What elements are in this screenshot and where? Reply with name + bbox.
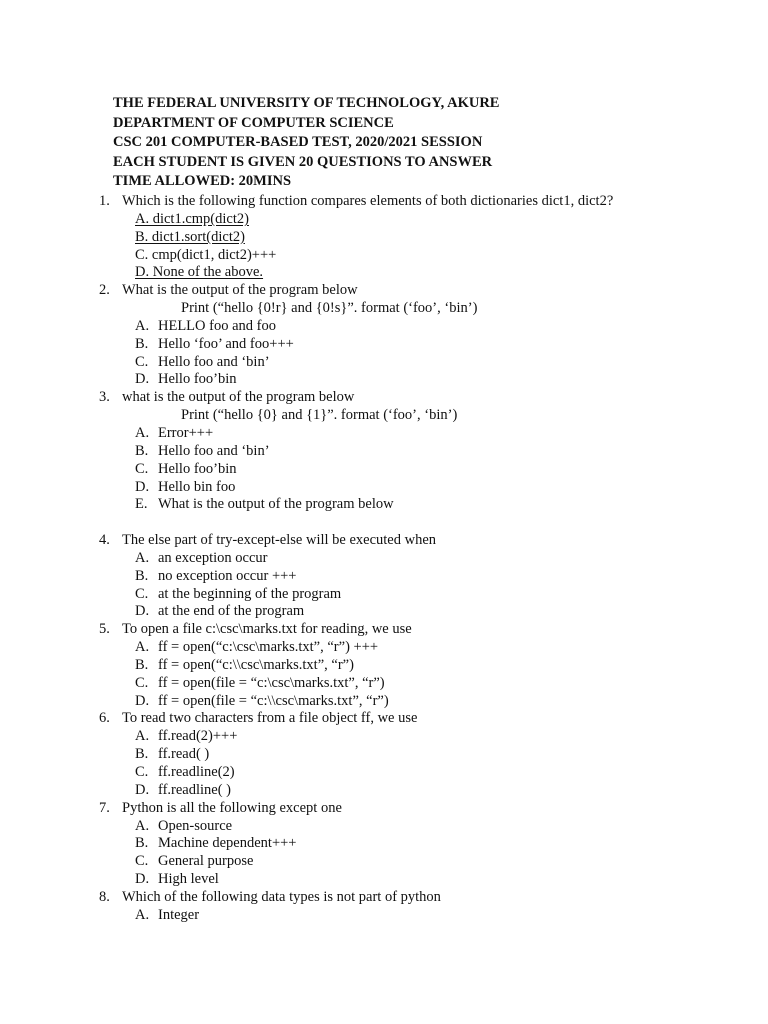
- question-text: what is the output of the program below: [122, 389, 355, 406]
- question-text: The else part of try-except-else will be executed when: [122, 532, 437, 549]
- question-2-option-a: [0, 318, 768, 336]
- question-number: 2.: [99, 282, 110, 299]
- question-3-option-c: [0, 461, 768, 479]
- option-text: C. cmp(dict1, dict2)+++: [135, 246, 277, 263]
- option-text: ff = open(“c:\\csc\marks.txt”, “r”): [158, 656, 354, 673]
- question-5: [0, 621, 768, 639]
- option-text: Hello foo’bin: [158, 371, 237, 388]
- option-text: ff.readline(2): [158, 764, 235, 780]
- question-number: 1.: [99, 193, 110, 209]
- question-2: [0, 282, 768, 300]
- option-letter: C.: [135, 764, 149, 780]
- question-3-option-d: [0, 479, 768, 497]
- question-4-option-a: [0, 550, 768, 568]
- question-6-option-a: [0, 728, 768, 746]
- option-text: Open-source: [158, 817, 233, 834]
- time-allowed: TIME ALLOWED: 20MINS: [113, 173, 292, 189]
- option-letter: A.: [135, 317, 150, 334]
- option-text: Error+++: [158, 424, 214, 441]
- question-text: To read two characters from a file object ff, we use: [122, 710, 418, 727]
- question-8: [0, 889, 768, 907]
- option-letter: D.: [135, 871, 150, 888]
- option-letter: D.: [135, 478, 150, 495]
- question-text: What is the output of the program below: [122, 282, 358, 299]
- option-text: Hello foo’bin: [158, 460, 237, 477]
- question-5-option-b: [0, 657, 768, 675]
- question-number: 4.: [99, 532, 110, 549]
- question-text: Which of the following data types is not part of python: [122, 888, 441, 905]
- question-list: [0, 193, 768, 925]
- question-7-option-d: [0, 871, 768, 889]
- question-text: Which is the following function compares elements of both dictionaries dict1, dict2?: [122, 193, 614, 209]
- option-letter: B.: [135, 335, 149, 352]
- question-3-option-e: [0, 496, 768, 514]
- option-letter: A.: [135, 639, 150, 656]
- option-text: Hello bin foo: [158, 478, 236, 495]
- option-text: ff.readline( ): [158, 781, 231, 798]
- option-letter: C.: [135, 353, 149, 370]
- option-letter: D.: [135, 603, 150, 620]
- option-text: Machine dependent+++: [158, 835, 297, 852]
- question-7: [0, 800, 768, 818]
- option-text: What is the output of the program below: [158, 496, 394, 513]
- option-text: ff = open(“c:\csc\marks.txt”, “r”) +++: [158, 639, 379, 656]
- question-2-option-c: [0, 354, 768, 372]
- question-5-option-a: [0, 639, 768, 657]
- option-text: Integer: [158, 906, 200, 923]
- option-letter: B.: [135, 442, 149, 459]
- option-text: at the end of the program: [158, 603, 305, 620]
- question-7-option-a: [0, 818, 768, 836]
- option-text: Hello foo and ‘bin’: [158, 442, 270, 459]
- option-letter: A.: [135, 424, 150, 441]
- option-letter: B.: [135, 656, 149, 673]
- option-text: General purpose: [158, 853, 254, 870]
- document-header: [113, 94, 499, 192]
- question-6-option-b: [0, 746, 768, 764]
- option-letter: C.: [135, 853, 149, 870]
- option-text: HELLO foo and foo: [158, 317, 276, 334]
- question-number: 5.: [99, 621, 110, 638]
- question-text: Python is all the following except one: [122, 799, 342, 816]
- option-text: at the beginning of the program: [158, 585, 342, 602]
- question-5-option-c: [0, 675, 768, 693]
- option-letter: C.: [135, 585, 149, 602]
- question-number: 7.: [99, 799, 110, 816]
- option-text: no exception occur +++: [158, 567, 297, 584]
- question-1-option-b: [0, 229, 768, 247]
- question-4-option-d: [0, 603, 768, 621]
- option-letter: B.: [135, 835, 149, 852]
- option-text: A. dict1.cmp(dict2): [135, 210, 249, 227]
- option-letter: B.: [135, 567, 149, 584]
- question-8-option-a: [0, 907, 768, 925]
- option-text: ff = open(file = “c:\\csc\marks.txt”, “r”): [158, 692, 389, 709]
- question-1: [0, 193, 768, 211]
- question-4-option-c: [0, 586, 768, 604]
- question-4-option-b: [0, 568, 768, 586]
- option-text: B. dict1.sort(dict2): [135, 228, 245, 245]
- question-1-option-c: [0, 247, 768, 265]
- question-6-option-d: [0, 782, 768, 800]
- option-text: Hello foo and ‘bin’: [158, 353, 270, 370]
- question-3: [0, 389, 768, 407]
- option-letter: C.: [135, 460, 149, 477]
- code-snippet: Print (“hello {0} and {1}”. format (‘foo’, ‘bin’): [181, 407, 458, 424]
- question-1-option-d: [0, 264, 768, 282]
- test-title: CSC 201 COMPUTER-BASED TEST, 2020/2021 SESSION: [113, 134, 483, 150]
- option-text: Hello ‘foo’ and foo+++: [158, 335, 294, 352]
- option-letter: D.: [135, 692, 150, 709]
- option-text: ff.read(2)+++: [158, 728, 238, 745]
- question-6: [0, 710, 768, 728]
- option-letter: D.: [135, 371, 150, 388]
- question-7-option-c: [0, 853, 768, 871]
- question-3-option-b: [0, 443, 768, 461]
- option-letter: A.: [135, 549, 150, 566]
- question-2-option-d: [0, 371, 768, 389]
- option-letter: D.: [135, 781, 150, 798]
- option-letter: A.: [135, 906, 150, 923]
- option-letter: A.: [135, 728, 150, 745]
- option-text: ff = open(file = “c:\csc\marks.txt”, “r”): [158, 674, 385, 691]
- option-text: an exception occur: [158, 549, 268, 566]
- question-text: To open a file c:\csc\marks.txt for reading, we use: [122, 621, 412, 638]
- option-text: D. None of the above.: [135, 264, 264, 281]
- question-number: 8.: [99, 888, 110, 905]
- question-2-option-b: [0, 336, 768, 354]
- option-letter: E.: [135, 496, 148, 513]
- option-letter: B.: [135, 746, 149, 763]
- option-letter: C.: [135, 674, 149, 691]
- option-text: High level: [158, 871, 219, 888]
- option-text: ff.read( ): [158, 746, 210, 763]
- question-5-option-d: [0, 693, 768, 711]
- question-number: 6.: [99, 710, 110, 727]
- university-name: THE FEDERAL UNIVERSITY OF TECHNOLOGY, AKURE: [113, 95, 500, 111]
- code-snippet: Print (“hello {0!r} and {0!s}”. format (‘foo’, ‘bin’): [181, 300, 478, 317]
- department-name: DEPARTMENT OF COMPUTER SCIENCE: [113, 114, 394, 131]
- question-6-option-c: [0, 764, 768, 782]
- test-instructions: EACH STUDENT IS GIVEN 20 QUESTIONS TO ANSWER: [113, 153, 493, 170]
- question-number: 3.: [99, 389, 110, 406]
- question-2-code: [0, 300, 768, 318]
- blank-line: [0, 514, 768, 532]
- question-1-option-a: [0, 211, 768, 229]
- question-4: [0, 532, 768, 550]
- question-7-option-b: [0, 835, 768, 853]
- question-3-option-a: [0, 425, 768, 443]
- option-letter: A.: [135, 817, 150, 834]
- question-3-code: [0, 407, 768, 425]
